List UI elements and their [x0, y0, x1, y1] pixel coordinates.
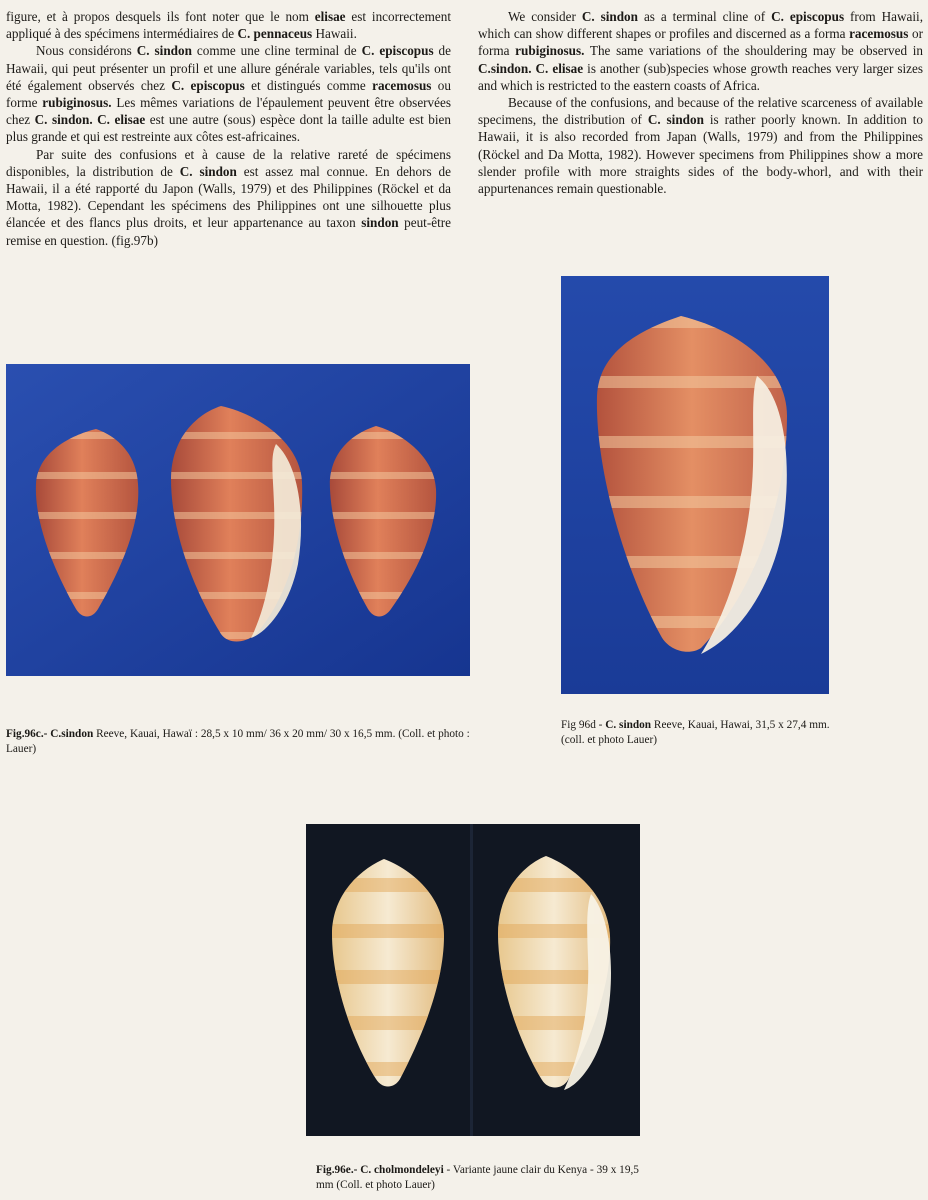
text-run: comme une cline terminal de: [191, 43, 362, 59]
caption-fig96d: [561, 718, 831, 748]
bold-taxon: C. episcopus: [361, 43, 434, 59]
bold-taxon: C. sindon: [179, 163, 237, 179]
caption-taxon: C. cholmondeleyi: [360, 1164, 444, 1176]
bold-taxon: racemosus: [372, 77, 432, 93]
english-paragraph-2: [478, 94, 923, 197]
caption-taxon: C.sindon: [50, 728, 94, 740]
text-run: et distingués comme: [244, 77, 373, 93]
bold-taxon: C. sindon: [136, 43, 192, 59]
photo-fig96c-three-shells: [6, 364, 470, 676]
french-paragraph-3: [6, 146, 451, 249]
caption-fig96e: [316, 1163, 656, 1193]
text-run: is another (sub)species whose growth reaches very larger sizes and which is restricted to the eastern coasts of Africa.: [478, 60, 924, 93]
caption-taxon: C. sindon: [605, 719, 652, 731]
bold-taxon: sindon: [361, 215, 399, 231]
bold-taxon: C. episcopus: [771, 9, 845, 24]
caption-fig96c: [6, 727, 481, 757]
bold-taxon: C. sindon: [581, 9, 638, 24]
text-run: Hawaii.: [312, 26, 357, 42]
text-run: de Hawaii, qui peut présenter un profil et une allure générale variables, tels qu'ils ont été également observés chez: [6, 43, 451, 93]
text-run: peut-être remise en question. (fig.97b): [6, 215, 451, 248]
text-run: Nous considérons: [36, 43, 137, 59]
text-run: est une autre (sous) espèce dont la taille adulte est bien plus grande et qui est restreinte aux côtes est-africaines.: [6, 112, 451, 145]
text-run: We consider: [508, 9, 582, 24]
french-paragraph-1: [6, 8, 451, 42]
bold-taxon: C. sindon: [647, 112, 704, 128]
text-run: est assez mal connue. En dehors de Hawaii, il a été rapporté du Japon (Walls, 1979) et des Philippines (Röckel et da Motta, 1982). Cependant les spécimens des Philippines ont une silhouette plus élancée et des flancs plus droits, et leur appartenance au taxon: [6, 163, 451, 231]
text-run: Les mêmes variations de l'épaulement peuvent être observées chez: [6, 95, 451, 128]
caption-label: Fig.96e.-: [316, 1164, 361, 1176]
photo-fig96d-shell: [561, 276, 829, 694]
shells-illustration: [6, 364, 470, 676]
bold-taxon: C. pennaceus: [237, 26, 313, 42]
french-text-column: [6, 8, 451, 249]
english-paragraph-1: [478, 8, 923, 94]
text-run: Par suite des confusions et à cause de la relative rareté de spécimens disponibles, la distribution de: [6, 146, 451, 179]
bold-taxon: rubiginosus.: [42, 95, 112, 111]
bold-taxon: rubiginosus.: [515, 43, 585, 59]
caption-text: Reeve, Kauai, Hawaï : 28,5 x 10 mm/ 36 x 20 mm/ 30 x 16,5 mm. (Coll. et photo : Lauer): [6, 728, 470, 755]
bold-taxon: racemosus: [849, 26, 909, 42]
text-run: est incorrectement appliqué à des spécimens intermédiaires de: [6, 9, 451, 42]
shell-illustration: [561, 276, 829, 694]
text-run: or forma: [478, 26, 923, 59]
text-run: Because of the confusions, and because of the relative scarceness of available specimens, the distribution of: [478, 95, 923, 128]
text-run: from Hawaii, which can show different shapes or profiles and discerned as a forma: [478, 9, 924, 42]
text-run: figure, et à propos desquels ils font noter que le nom: [6, 9, 315, 24]
caption-text: Reeve, Kauai, Hawai, 31,5 x 27,4 mm. (coll. et photo Lauer): [561, 719, 830, 746]
bold-taxon: elisae: [314, 9, 346, 24]
bold-taxon: C. episcopus: [171, 77, 245, 93]
caption-label: Fig.96c.-: [6, 728, 51, 740]
caption-text: - Variante jaune clair du Kenya - 39 x 19,5 mm (Coll. et photo Lauer): [316, 1164, 639, 1191]
shells-illustration: [306, 824, 640, 1136]
english-text-column: [478, 8, 923, 197]
caption-label: Fig 96d -: [561, 719, 606, 731]
bold-taxon: C.sindon. C. elisae: [478, 60, 584, 76]
text-run: as a terminal cline of: [638, 9, 772, 24]
photo-fig96e-two-shells: [306, 824, 640, 1136]
text-run: ou forme: [6, 77, 451, 111]
bold-taxon: C. sindon. C. elisae: [34, 112, 146, 128]
text-run: is rather poorly known. In addition to Hawaii, it is also recorded from Japan (Walls, 1979) and from the Philippines (Röckel and Da Motta, 1982). However specimens from Philippines show a more slender profile with more straights sides of the body-whorl, and with their appurtenances remain questionable.: [478, 112, 924, 197]
french-paragraph-2: [6, 42, 451, 145]
text-run: The same variations of the shouldering may be observed in: [584, 43, 923, 59]
